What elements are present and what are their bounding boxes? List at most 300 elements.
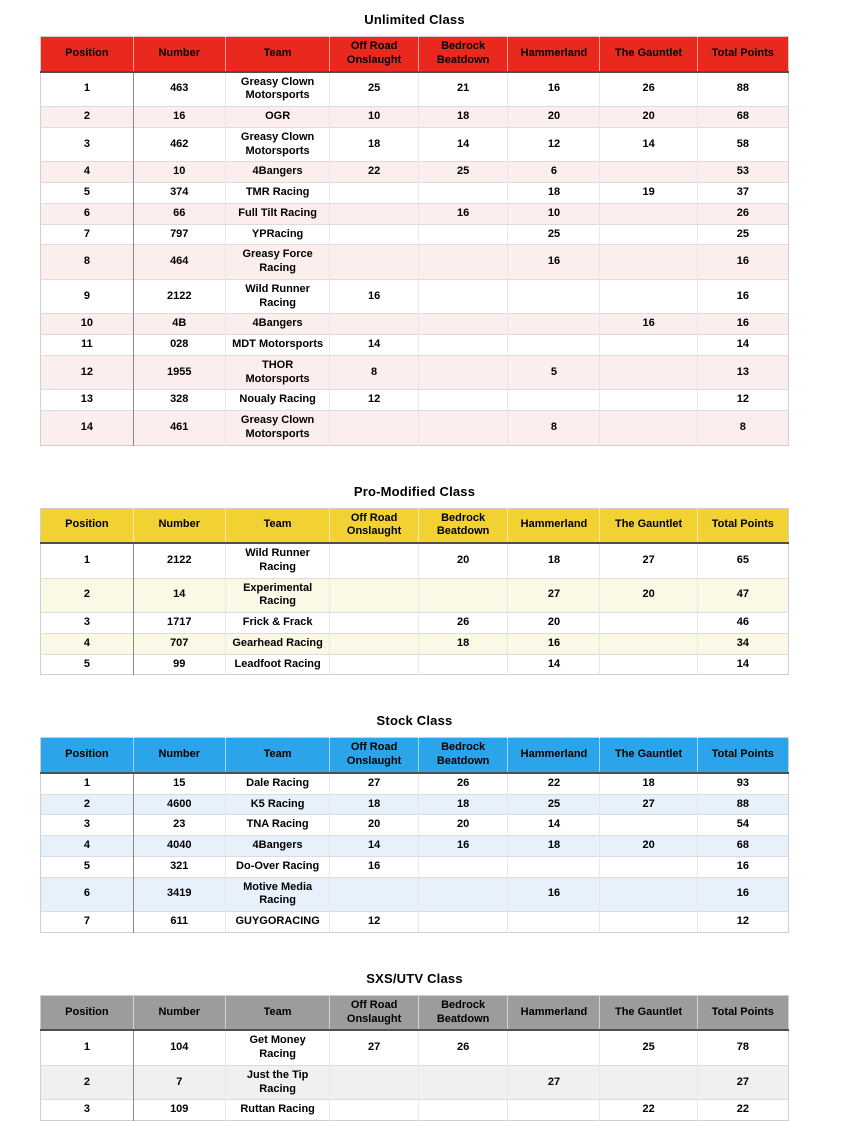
cell — [600, 203, 697, 224]
column-header: Bedrock Beatdown — [418, 995, 508, 1030]
cell — [418, 877, 508, 912]
cell: 4040 — [133, 836, 225, 857]
cell: 4Bangers — [225, 314, 330, 335]
cell: 16 — [330, 856, 418, 877]
cell: 20 — [600, 578, 697, 613]
cell: 9 — [41, 279, 134, 314]
cell: 707 — [133, 633, 225, 654]
table-row — [41, 127, 789, 162]
column-header: Number — [133, 37, 225, 72]
column-header: Team — [225, 738, 330, 773]
cell: 12 — [697, 390, 788, 411]
cell: 20 — [418, 543, 508, 578]
table-body — [41, 773, 789, 933]
cell: 2 — [41, 794, 134, 815]
cell: 321 — [133, 856, 225, 877]
column-header: Position — [41, 995, 134, 1030]
table-header — [41, 995, 789, 1030]
cell: 93 — [697, 773, 788, 794]
cell: 2122 — [133, 543, 225, 578]
cell: 462 — [133, 127, 225, 162]
cell: Greasy Clown Motorsports — [225, 411, 330, 446]
cell: 34 — [697, 633, 788, 654]
cell: 25 — [697, 224, 788, 245]
cell — [330, 411, 418, 446]
cell: 18 — [418, 633, 508, 654]
cell: Frick & Frack — [225, 613, 330, 634]
cell: 5 — [41, 856, 134, 877]
table-row — [41, 836, 789, 857]
cell — [600, 613, 697, 634]
cell — [600, 654, 697, 675]
table-row — [41, 815, 789, 836]
table-body — [41, 72, 789, 446]
column-header: Total Points — [697, 37, 788, 72]
cell: 58 — [697, 127, 788, 162]
cell — [330, 877, 418, 912]
cell — [330, 245, 418, 280]
cell — [330, 1065, 418, 1100]
cell — [600, 335, 697, 356]
cell — [330, 543, 418, 578]
cell — [418, 856, 508, 877]
cell: 16 — [508, 245, 600, 280]
cell — [600, 1065, 697, 1100]
cell: 028 — [133, 335, 225, 356]
cell: 6 — [41, 203, 134, 224]
cell: 12 — [330, 390, 418, 411]
table-row — [41, 613, 789, 634]
cell — [418, 411, 508, 446]
table-body — [41, 543, 789, 675]
cell: 16 — [600, 314, 697, 335]
cell — [600, 355, 697, 390]
column-header: The Gauntlet — [600, 995, 697, 1030]
cell — [418, 578, 508, 613]
cell: Gearhead Racing — [225, 633, 330, 654]
cell — [330, 314, 418, 335]
cell: 22 — [697, 1100, 788, 1121]
cell: 22 — [508, 773, 600, 794]
column-header: Total Points — [697, 738, 788, 773]
table-header — [41, 738, 789, 773]
cell: 47 — [697, 578, 788, 613]
cell — [330, 578, 418, 613]
cell: 1 — [41, 773, 134, 794]
cell: 11 — [41, 335, 134, 356]
column-header: Hammerland — [508, 738, 600, 773]
cell: 25 — [418, 162, 508, 183]
column-header: Total Points — [697, 995, 788, 1030]
cell: 15 — [133, 773, 225, 794]
cell — [330, 654, 418, 675]
column-header: Off Road Onslaught — [330, 995, 418, 1030]
cell: 4Bangers — [225, 162, 330, 183]
cell: 2 — [41, 107, 134, 128]
cell: 16 — [697, 314, 788, 335]
table-row — [41, 543, 789, 578]
cell — [330, 613, 418, 634]
cell: 7 — [41, 224, 134, 245]
cell: 20 — [508, 107, 600, 128]
cell — [600, 633, 697, 654]
standings-table — [40, 508, 789, 676]
cell: 8 — [41, 245, 134, 280]
cell: 4Bangers — [225, 836, 330, 857]
stock-class-section — [0, 713, 843, 933]
cell: 16 — [330, 279, 418, 314]
cell — [600, 390, 697, 411]
cell: 26 — [600, 72, 697, 107]
cell: Experimental Racing — [225, 578, 330, 613]
cell: 26 — [418, 773, 508, 794]
cell: 27 — [330, 773, 418, 794]
cell: 19 — [600, 183, 697, 204]
column-header: Position — [41, 508, 134, 543]
cell — [418, 224, 508, 245]
cell — [600, 815, 697, 836]
cell: 1717 — [133, 613, 225, 634]
cell — [418, 1065, 508, 1100]
column-header: The Gauntlet — [600, 508, 697, 543]
header-row — [41, 37, 789, 72]
table-row — [41, 72, 789, 107]
cell: Wild Runner Racing — [225, 279, 330, 314]
table-row — [41, 794, 789, 815]
cell: 25 — [600, 1030, 697, 1065]
cell: 1955 — [133, 355, 225, 390]
cell: Motive Media Racing — [225, 877, 330, 912]
cell: 16 — [133, 107, 225, 128]
cell — [418, 279, 508, 314]
cell: Just the Tip Racing — [225, 1065, 330, 1100]
cell — [600, 877, 697, 912]
cell — [418, 390, 508, 411]
column-header: Number — [133, 995, 225, 1030]
unlimited-class-section — [0, 12, 843, 446]
cell: 8 — [697, 411, 788, 446]
cell: 20 — [600, 836, 697, 857]
cell: 16 — [418, 836, 508, 857]
cell: 4 — [41, 836, 134, 857]
cell: 26 — [418, 613, 508, 634]
cell: 27 — [600, 543, 697, 578]
cell: 7 — [133, 1065, 225, 1100]
cell: Greasy Clown Motorsports — [225, 72, 330, 107]
cell: 18 — [508, 543, 600, 578]
cell — [600, 411, 697, 446]
cell: 2 — [41, 1065, 134, 1100]
cell: 22 — [330, 162, 418, 183]
cell — [508, 1030, 600, 1065]
table-header — [41, 37, 789, 72]
cell: Ruttan Racing — [225, 1100, 330, 1121]
cell: 5 — [41, 183, 134, 204]
cell: 8 — [508, 411, 600, 446]
cell: 26 — [697, 203, 788, 224]
cell — [418, 314, 508, 335]
cell — [418, 912, 508, 933]
cell: 14 — [330, 335, 418, 356]
column-header: Hammerland — [508, 37, 600, 72]
table-row — [41, 314, 789, 335]
table-row — [41, 1030, 789, 1065]
cell: 27 — [508, 578, 600, 613]
cell: 3 — [41, 1100, 134, 1121]
cell: 14 — [697, 335, 788, 356]
cell — [600, 279, 697, 314]
cell: MDT Motorsports — [225, 335, 330, 356]
column-header: The Gauntlet — [600, 37, 697, 72]
cell: 18 — [508, 836, 600, 857]
cell — [600, 856, 697, 877]
cell: 25 — [508, 224, 600, 245]
column-header: Hammerland — [508, 508, 600, 543]
column-header: Bedrock Beatdown — [418, 37, 508, 72]
cell — [600, 224, 697, 245]
cell: Greasy Force Racing — [225, 245, 330, 280]
table-body — [41, 1030, 789, 1120]
cell — [418, 183, 508, 204]
cell: 2122 — [133, 279, 225, 314]
cell: 53 — [697, 162, 788, 183]
table-row — [41, 203, 789, 224]
cell — [330, 203, 418, 224]
cell — [418, 245, 508, 280]
table-row — [41, 279, 789, 314]
cell: 16 — [697, 279, 788, 314]
header-row — [41, 995, 789, 1030]
cell — [508, 856, 600, 877]
cell: 66 — [133, 203, 225, 224]
pro-modified-class-section — [0, 484, 843, 676]
table-row — [41, 390, 789, 411]
cell: 328 — [133, 390, 225, 411]
cell — [330, 224, 418, 245]
cell: 14 — [697, 654, 788, 675]
cell: 27 — [697, 1065, 788, 1100]
column-header: Hammerland — [508, 995, 600, 1030]
cell — [508, 335, 600, 356]
cell: 22 — [600, 1100, 697, 1121]
column-header: Number — [133, 738, 225, 773]
cell: 611 — [133, 912, 225, 933]
cell: 16 — [697, 877, 788, 912]
cell: 8 — [330, 355, 418, 390]
cell: 21 — [418, 72, 508, 107]
cell: 54 — [697, 815, 788, 836]
cell: 16 — [697, 245, 788, 280]
cell — [508, 279, 600, 314]
cell: 78 — [697, 1030, 788, 1065]
cell: 20 — [600, 107, 697, 128]
cell — [330, 1100, 418, 1121]
table-row — [41, 773, 789, 794]
cell: 12 — [697, 912, 788, 933]
cell: 20 — [330, 815, 418, 836]
cell: 2 — [41, 578, 134, 613]
cell: 88 — [697, 72, 788, 107]
table-row — [41, 1100, 789, 1121]
cell: 10 — [133, 162, 225, 183]
cell: 16 — [697, 856, 788, 877]
table-row — [41, 912, 789, 933]
cell: 6 — [508, 162, 600, 183]
cell: 14 — [508, 654, 600, 675]
column-header: Team — [225, 508, 330, 543]
column-header: Number — [133, 508, 225, 543]
table-title: Unlimited Class — [364, 12, 465, 27]
cell: 10 — [41, 314, 134, 335]
cell: Greasy Clown Motorsports — [225, 127, 330, 162]
cell: 16 — [418, 203, 508, 224]
cell: K5 Racing — [225, 794, 330, 815]
cell: 18 — [418, 794, 508, 815]
column-header: The Gauntlet — [600, 738, 697, 773]
standings-table — [40, 995, 789, 1121]
cell: 12 — [41, 355, 134, 390]
cell: 18 — [508, 183, 600, 204]
cell: 18 — [330, 127, 418, 162]
cell: 4 — [41, 633, 134, 654]
cell: 37 — [697, 183, 788, 204]
cell: 14 — [418, 127, 508, 162]
cell: 25 — [330, 72, 418, 107]
cell — [508, 390, 600, 411]
column-header: Total Points — [697, 508, 788, 543]
column-header: Off Road Onslaught — [330, 738, 418, 773]
cell — [508, 314, 600, 335]
table-row — [41, 633, 789, 654]
cell: 1 — [41, 1030, 134, 1065]
cell — [418, 654, 508, 675]
cell: 797 — [133, 224, 225, 245]
cell: Leadfoot Racing — [225, 654, 330, 675]
column-header: Bedrock Beatdown — [418, 508, 508, 543]
cell: 18 — [600, 773, 697, 794]
cell: 25 — [508, 794, 600, 815]
column-header: Bedrock Beatdown — [418, 738, 508, 773]
cell: 10 — [508, 203, 600, 224]
table-row — [41, 1065, 789, 1100]
table-row — [41, 411, 789, 446]
cell — [508, 1100, 600, 1121]
table-row — [41, 162, 789, 183]
cell: 14 — [508, 815, 600, 836]
cell: 16 — [508, 72, 600, 107]
cell — [508, 912, 600, 933]
table-header — [41, 508, 789, 543]
cell — [418, 335, 508, 356]
cell: 463 — [133, 72, 225, 107]
cell: 13 — [697, 355, 788, 390]
cell: 16 — [508, 633, 600, 654]
cell: 88 — [697, 794, 788, 815]
cell: 1 — [41, 543, 134, 578]
standings-table — [40, 737, 789, 933]
table-row — [41, 183, 789, 204]
cell: 6 — [41, 877, 134, 912]
cell: 65 — [697, 543, 788, 578]
column-header: Team — [225, 995, 330, 1030]
cell: Wild Runner Racing — [225, 543, 330, 578]
cell: Full Tilt Racing — [225, 203, 330, 224]
table-row — [41, 578, 789, 613]
cell: Noualy Racing — [225, 390, 330, 411]
table-row — [41, 224, 789, 245]
cell: 18 — [330, 794, 418, 815]
cell: 26 — [418, 1030, 508, 1065]
table-row — [41, 355, 789, 390]
cell: 20 — [418, 815, 508, 836]
cell: 68 — [697, 107, 788, 128]
cell: 13 — [41, 390, 134, 411]
cell: 14 — [330, 836, 418, 857]
cell — [418, 1100, 508, 1121]
cell: TMR Racing — [225, 183, 330, 204]
cell: 14 — [600, 127, 697, 162]
header-row — [41, 738, 789, 773]
cell: 14 — [133, 578, 225, 613]
cell: 18 — [418, 107, 508, 128]
cell: 4B — [133, 314, 225, 335]
cell — [600, 912, 697, 933]
standings-table — [40, 36, 789, 446]
column-header: Position — [41, 738, 134, 773]
cell: 99 — [133, 654, 225, 675]
cell: 461 — [133, 411, 225, 446]
column-header: Off Road Onslaught — [330, 508, 418, 543]
cell: 3 — [41, 815, 134, 836]
table-title: SXS/UTV Class — [366, 970, 463, 986]
cell: 464 — [133, 245, 225, 280]
cell — [600, 245, 697, 280]
column-header: Team — [225, 37, 330, 72]
cell: 20 — [508, 613, 600, 634]
table-title: Pro-Modified Class — [353, 483, 476, 499]
table-row — [41, 245, 789, 280]
cell — [418, 355, 508, 390]
table-row — [41, 856, 789, 877]
table-row — [41, 335, 789, 356]
cell: 23 — [133, 815, 225, 836]
cell: Get Money Racing — [225, 1030, 330, 1065]
cell — [330, 183, 418, 204]
table-row — [41, 654, 789, 675]
cell — [600, 162, 697, 183]
cell: TNA Racing — [225, 815, 330, 836]
cell: 1 — [41, 72, 134, 107]
cell: GUYGORACING — [225, 912, 330, 933]
column-header: Off Road Onslaught — [330, 37, 418, 72]
cell: 104 — [133, 1030, 225, 1065]
cell: 109 — [133, 1100, 225, 1121]
cell: 3 — [41, 613, 134, 634]
cell: Dale Racing — [225, 773, 330, 794]
cell: 14 — [41, 411, 134, 446]
cell: THOR Motorsports — [225, 355, 330, 390]
cell: 16 — [508, 877, 600, 912]
cell: 46 — [697, 613, 788, 634]
cell: 68 — [697, 836, 788, 857]
cell — [330, 633, 418, 654]
cell: 3419 — [133, 877, 225, 912]
cell: 4600 — [133, 794, 225, 815]
cell: 10 — [330, 107, 418, 128]
cell: 27 — [330, 1030, 418, 1065]
cell: 4 — [41, 162, 134, 183]
cell: 27 — [508, 1065, 600, 1100]
